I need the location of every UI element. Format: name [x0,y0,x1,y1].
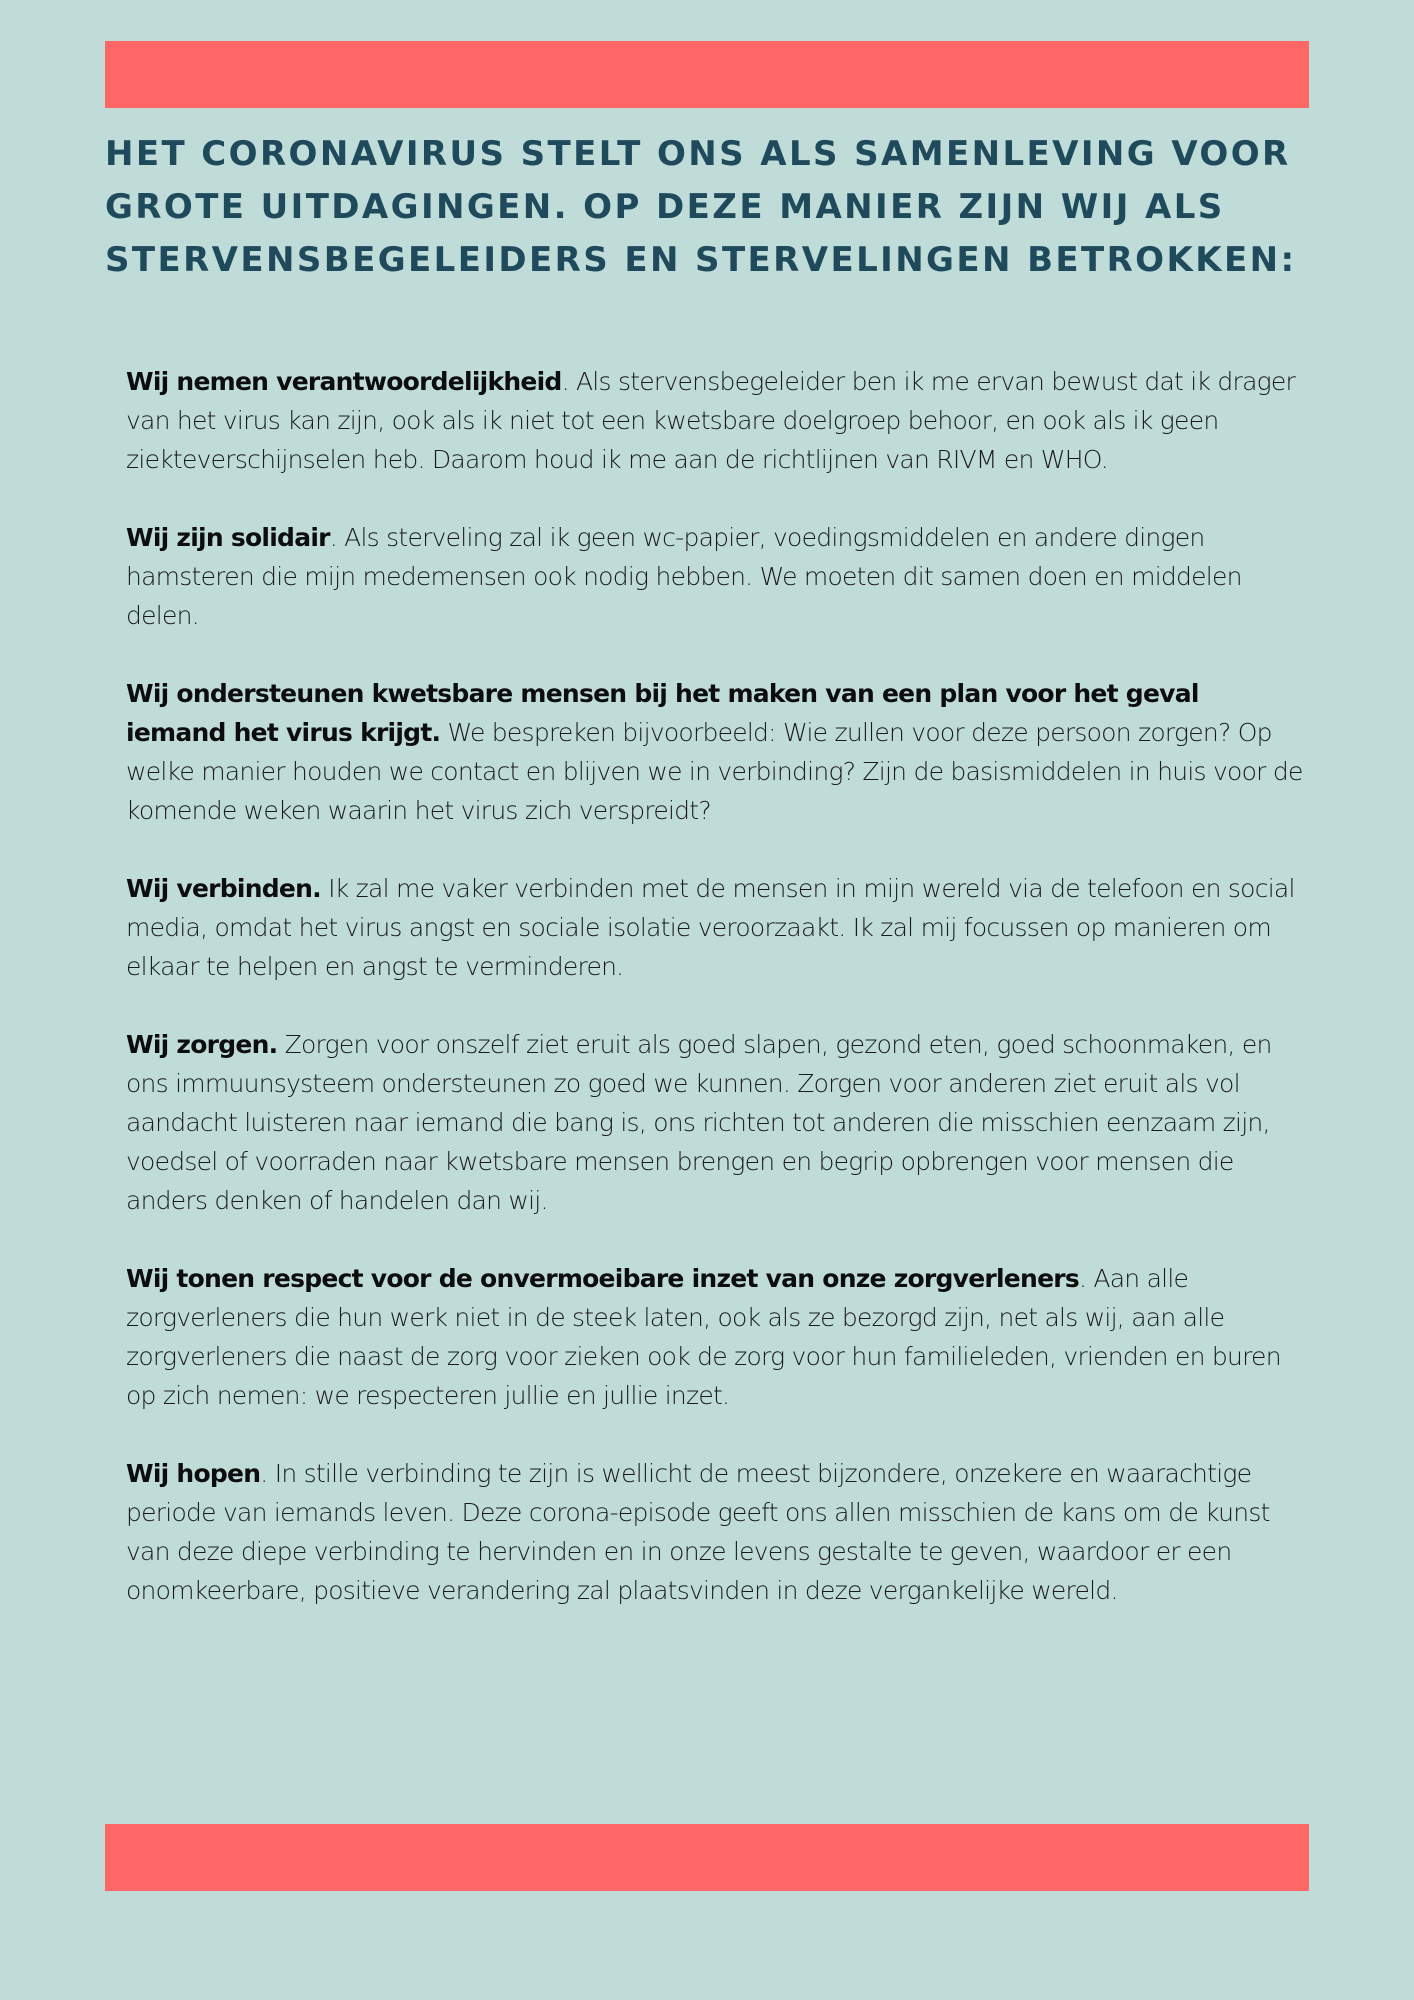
paragraph-text: Ik zal me vaker verbinden met de mensen in mijn wereld via de telefoon en social media, omdat het virus angst en sociale isolatie veroorzaakt. Ik zal mij focussen op manieren om elkaar te helpen en angst te verminderen. [126,874,1295,981]
paragraph-lead: Wij zorgen. [126,1030,278,1059]
paragraph-lead: Wij tonen respect voor de onvermoeibare inzet van onze zorgverleners [126,1264,1079,1293]
document-body [126,362,1306,1649]
paragraph-zorgen [126,1025,1306,1220]
paragraph-text: . In stille verbinding te zijn is wellicht de meest bijzondere, onzekere en waarachtige periode van iemands leven. Deze corona-episode geeft ons allen misschien de kans om de kunst van deze diepe verbinding te hervinden en in onze levens gestalte te geven, waardoor er een onomkeerbare, positieve verandering zal plaatsvinden in deze vergankelijke wereld. [126,1459,1270,1605]
bottom-accent-bar [105,1824,1309,1891]
page-heading: HET CORONAVIRUS STELT ONS ALS SAMENLEVING VOOR GROTE UITDAGINGEN. OP DEZE MANIER ZIJN WIJ ALS STERVENSBEGELEIDERS EN STERVELINGEN BETROKKEN: [105,134,1297,280]
paragraph-text: . Als sterveling zal ik geen wc-papier, voedingsmiddelen en andere dingen hamsteren die mijn medemensen ook nodig hebben. We moeten dit samen doen en middelen delen. [126,523,1242,630]
paragraph-lead: Wij ondersteunen kwetsbare mensen bij het maken van een plan voor het geval iemand het virus krijgt. [126,679,1199,747]
paragraph-verbinden [126,869,1306,986]
paragraph-text: . Als stervensbegeleider ben ik me ervan bewust dat ik drager van het virus kan zijn, ook als ik niet tot een kwetsbare doelgroep behoor, en ook als ik geen ziekteverschijnselen heb. Daarom houd ik me aan de richtlijnen van RIVM en WHO. [126,367,1296,474]
paragraph-lead: Wij verbinden. [126,874,321,903]
paragraph-lead: Wij zijn solidair [126,523,330,552]
paragraph-lead: Wij nemen verantwoordelijkheid [126,367,562,396]
paragraph-text: We bespreken bijvoorbeeld: Wie zullen voor deze persoon zorgen? Op welke manier houden we contact en blijven we in verbinding? Zijn de basismiddelen in huis voor de komende weken waarin het virus zich verspreidt? [126,718,1303,825]
paragraph-solidair [126,518,1306,635]
paragraph-hopen [126,1454,1306,1610]
paragraph-verantwoordelijkheid [126,362,1306,479]
paragraph-lead: Wij hopen [126,1459,261,1488]
top-accent-bar [105,41,1309,108]
paragraph-ondersteunen [126,674,1306,830]
paragraph-text: . Aan alle zorgverleners die hun werk niet in de steek laten, ook als ze bezorgd zijn, net als wij, aan alle zorgverleners die naast de zorg voor zieken ook de zorg voor hun familieleden, vrienden en buren op zich nemen: we respecteren jullie en jullie inzet. [126,1264,1281,1410]
paragraph-respect [126,1259,1306,1415]
paragraph-text: Zorgen voor onszelf ziet eruit als goed slapen, gezond eten, goed schoonmaken, en ons immuunsysteem ondersteunen zo goed we kunnen. Zorgen voor anderen ziet eruit als vol aandacht luisteren naar iemand die bang is, ons richten tot anderen die misschien eenzaam zijn, voedsel of voorraden naar kwetsbare mensen brengen en begrip opbrengen voor mensen die anders denken of handelen dan wij. [126,1030,1272,1215]
